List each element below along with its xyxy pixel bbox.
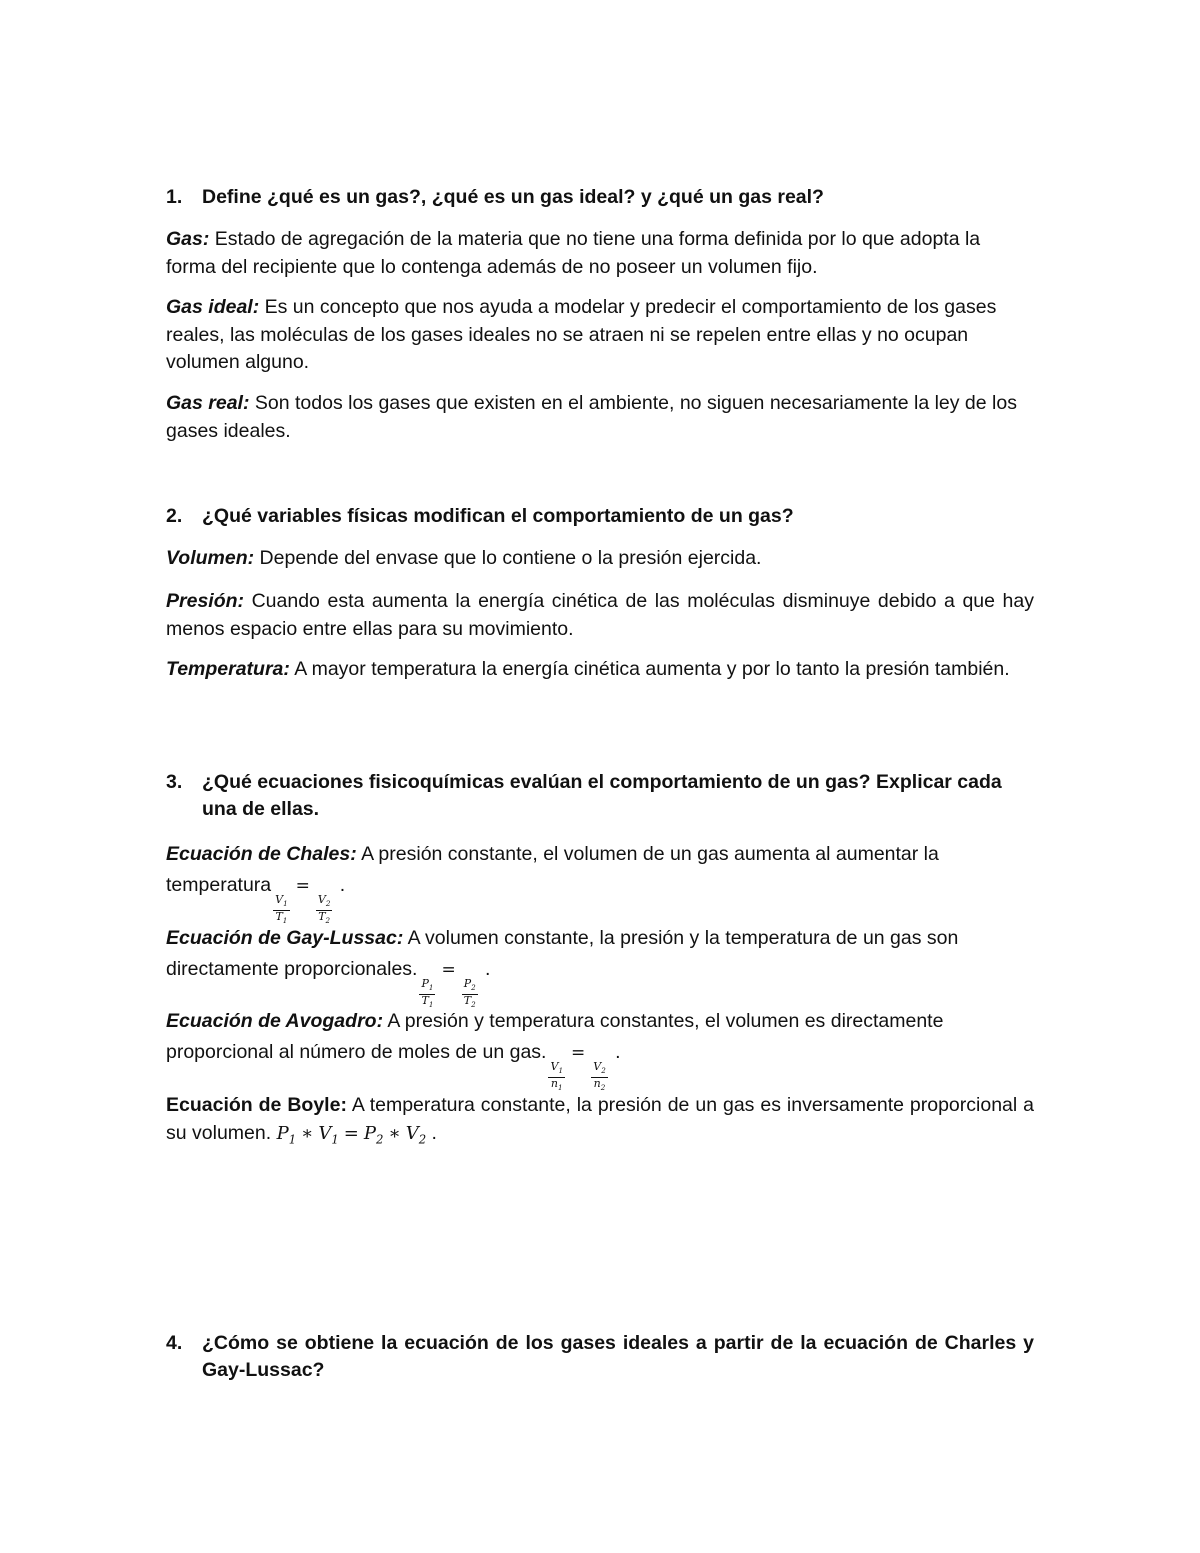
fraction	[548, 1061, 565, 1094]
definition-text: A presión constante, el volumen de un gas aumenta al aumentar la temperatura	[166, 843, 939, 896]
denominator: n	[593, 1077, 601, 1091]
symbol-p: P	[363, 1122, 377, 1144]
subscript: 2	[418, 1132, 427, 1147]
denominator: T	[463, 994, 472, 1008]
period: .	[479, 958, 491, 980]
question-text: ¿Qué ecuaciones fisicoquímicas evalúan el comportamiento de un gas? Explicar cada una de ellas.	[202, 771, 1002, 820]
definition-gas	[166, 226, 1034, 281]
definition-text: A temperatura constante, la presión de un gas es inversamente proporcional a su volumen.	[166, 1094, 1035, 1144]
subscript: 1	[331, 1132, 339, 1147]
term-label: Temperatura:	[166, 658, 290, 680]
denominator: n	[550, 1077, 558, 1091]
multiply-sign: ∗	[388, 1122, 401, 1144]
denominator: T	[275, 910, 283, 924]
equation-avogadro	[166, 1006, 1034, 1094]
question-number: 4.	[166, 1332, 183, 1354]
question-number: 1.	[166, 186, 183, 208]
symbol-v: V	[405, 1122, 419, 1144]
equals-sign: =	[570, 1043, 586, 1063]
subscript: 2	[471, 1000, 476, 1010]
period: .	[334, 874, 346, 896]
definition-gas-ideal	[166, 294, 1034, 377]
equals-sign: =	[441, 960, 456, 980]
term-label: Volumen:	[166, 547, 255, 569]
subscript: 2	[601, 1066, 606, 1076]
term-label: Gas:	[166, 228, 210, 250]
definition-text: Depende del envase que lo contiene o la presión ejercida.	[254, 547, 762, 569]
equals-sign: =	[343, 1122, 359, 1144]
question-number: 2.	[166, 505, 183, 527]
subscript: 1	[428, 983, 434, 993]
variable-presion	[166, 588, 1034, 643]
question-text: ¿Cómo se obtiene la ecuación de los gases ideales a partir de la ecuación de Charles y Gay-Lussac?	[202, 1332, 1034, 1381]
symbol-p: P	[276, 1122, 289, 1144]
term-label: Presión:	[166, 590, 245, 612]
multiply-sign: ∗	[301, 1122, 314, 1144]
definition-text: Estado de agregación de la materia que no tiene una forma definida por lo que adopta la forma del recipiente que lo contenga además de no poseer un volumen fijo.	[166, 228, 981, 278]
denominator: T	[318, 910, 326, 924]
subscript: 2	[325, 916, 331, 926]
subscript: 2	[325, 899, 331, 909]
numerator: V	[275, 893, 284, 906]
subscript: 1	[558, 1083, 563, 1093]
term-label: Ecuación de Chales:	[166, 843, 357, 865]
question-3	[166, 769, 1034, 823]
term-label: Gas ideal:	[166, 296, 260, 318]
definition-text: A presión y temperatura constantes, el volumen es directamente proporcional al número de moles de un gas.	[166, 1010, 944, 1063]
question-text: Define ¿qué es un gas?, ¿qué es un gas ideal? y ¿qué un gas real?	[202, 186, 824, 208]
subscript: 1	[428, 1000, 434, 1010]
question-2	[166, 503, 1034, 530]
variable-volumen	[166, 545, 1034, 573]
boyle-formula	[276, 1122, 427, 1147]
symbol-v: V	[318, 1122, 332, 1144]
equals-sign: =	[295, 876, 310, 896]
definition-text: A mayor temperatura la energía cinética aumenta y por lo tanto la presión también.	[289, 658, 1010, 680]
subscript: 1	[283, 899, 288, 909]
equation-gay-lussac	[166, 923, 1034, 1011]
term-colon: :	[340, 1094, 347, 1116]
equation-charles	[166, 839, 1034, 927]
equation-boyle	[166, 1092, 1034, 1154]
term-label: Ecuación de Boyle	[166, 1094, 341, 1116]
question-number: 3.	[166, 771, 183, 793]
term-label: Ecuación de Gay-Lussac:	[166, 927, 404, 949]
fraction	[591, 1061, 608, 1094]
term-label: Ecuación de Avogadro:	[166, 1010, 384, 1032]
subscript: 1	[282, 916, 288, 926]
subscript: 1	[558, 1066, 563, 1076]
definition-text: Es un concepto que nos ayuda a modelar y predecir el comportamiento de los gases reales, las moléculas de los gases ideales no se atraen ni se repelen entre ellas y no ocupan volumen alguno.	[166, 296, 997, 373]
subscript: 2	[376, 1132, 384, 1147]
denominator: T	[421, 994, 429, 1008]
subscript: 2	[600, 1083, 606, 1093]
numerator: P	[421, 977, 429, 990]
numerator: V	[593, 1060, 602, 1073]
variable-temperatura	[166, 656, 1034, 684]
question-1	[166, 184, 1034, 211]
subscript: 2	[471, 983, 476, 993]
question-text: ¿Qué variables físicas modifican el comportamiento de un gas?	[202, 505, 794, 527]
question-4	[166, 1330, 1034, 1384]
period: .	[426, 1121, 437, 1144]
numerator: P	[463, 977, 472, 990]
definition-text: A volumen constante, la presión y la temperatura de un gas son directamente proporcionales.	[166, 927, 959, 980]
numerator: V	[317, 893, 326, 906]
period: .	[609, 1041, 621, 1063]
term-label: Gas real:	[166, 392, 250, 414]
definition-text: Cuando esta aumenta la energía cinética de las moléculas disminuye debido a que hay menos espacio entre ellas para su movimiento.	[166, 590, 1034, 640]
numerator: V	[550, 1060, 559, 1073]
definition-text: Son todos los gases que existen en el ambiente, no siguen necesariamente la ley de los gases ideales.	[166, 392, 1017, 442]
subscript: 1	[288, 1132, 297, 1147]
definition-gas-real	[166, 390, 1034, 445]
